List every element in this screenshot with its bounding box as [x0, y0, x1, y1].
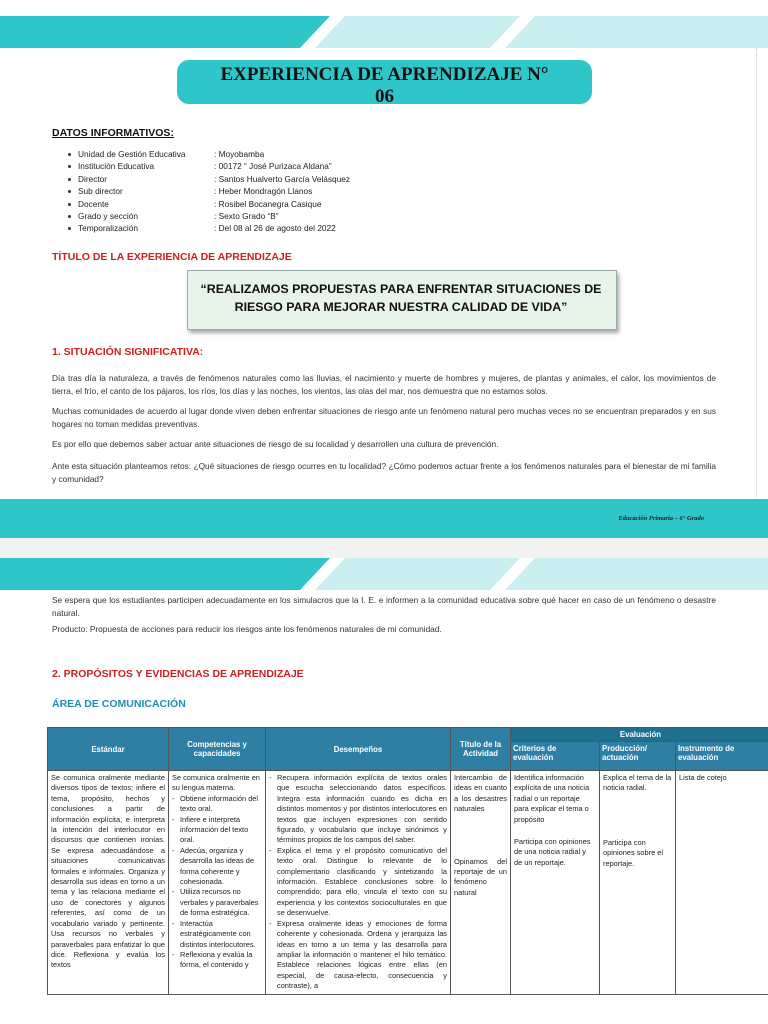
top-decoration	[0, 16, 768, 48]
datos-row: Sub director : Heber Mondragón Llanos	[64, 185, 484, 197]
side-dotted-border	[756, 48, 757, 508]
evidence-table	[47, 727, 768, 995]
list-item: - Utiliza recursos no verbales y paraverbales de forma estratégica.	[172, 887, 262, 918]
paragraph: Es por ello que debemos saber actuar ante situaciones de riesgo de su localidad y desarrollen una cultura de prevención.	[52, 439, 499, 449]
page-gap	[0, 538, 768, 558]
datos-list	[64, 148, 484, 235]
actividad-1: Intercambio de ideas en cuanto a los desastres naturales	[454, 773, 507, 814]
actividad-cell	[451, 771, 511, 995]
header-criterios: Criterios de evaluación	[511, 742, 600, 771]
actividad-2: Opinamos del reportaje de un fenómeno natural	[454, 856, 507, 897]
expectation-paragraph: Se espera que los estudiantes participen adecuadamente en los simulacros que la I. E. e informen a la comunidad educativa sobre qué hacer en caso de un fenómeno o desastre natural.	[52, 595, 716, 618]
list-item: - Infiere e interpreta información del texto oral.	[172, 815, 262, 846]
criterio-1: Identifica información explícita de una noticia radial o un reportaje para explicar el tema o propósito	[514, 773, 590, 824]
list-item: - Expresa oralmente ideas y emociones de forma coherente y cohesionada. Ordena y jerarquiza las ideas en torno a un tema y las desarrolla para ampliar la información o mantener el hilo temático. Establece relaciones lógicas entre ellas (en especial, de causa-efecto, consecuencia y contraste), a	[269, 919, 447, 992]
datos-heading: DATOS INFORMATIVOS:	[52, 127, 174, 139]
datos-row: Docente : Rosibel Bocanegra Casique	[64, 198, 484, 210]
paragraph: Muchas comunidades de acuerdo al lugar donde viven deben enfrentar situaciones de riesgo ante un fenómeno natural pero muchas veces no se encuentran preparados y en sus hogares no toman medidas preventivas.	[52, 406, 716, 429]
competencias-cell	[169, 771, 266, 995]
datos-row: Director : Santos Hualverto García Velásquez	[64, 173, 484, 185]
evidence-table-wrap	[47, 727, 768, 1024]
propositos-heading: 2. PROPÓSITOS Y EVIDENCIAS DE APRENDIZAJE	[52, 668, 304, 680]
list-item: - Recupera información explícita de textos orales que escucha seleccionando datos específicos. Integra esta información cuando es dicha en distintos momentos y por distintos interlocutores en textos que incluyen expresiones con sentido figurado, y vocabulario que incluye sinónimos y términos propios de los campos del saber.	[269, 773, 447, 846]
desempenos-list	[269, 773, 447, 992]
header-titulo: Título de la Actividad	[451, 728, 511, 771]
list-item: - Adecúa, organiza y desarrolla las ideas de forma coherente y cohesionada.	[172, 846, 262, 888]
titulo-heading: TÍTULO DE LA EXPERIENCIA DE APRENDIZAJE	[52, 251, 292, 263]
produccion-2: Participa con opiniones sobre el reportaje.	[603, 837, 663, 868]
header-produccion: Producción/ actuación	[600, 742, 676, 771]
list-item: - Reflexiona y evalúa la forma, el contenido y	[172, 950, 262, 971]
header-evaluacion: Evaluación	[511, 728, 768, 742]
paragraph: Día tras día la naturaleza, a través de fenómenos naturales como las lluvias, el nacimiento y muerte de hombres y mujeres, de plantas y animales, el calor, los movimientos de tierra, el frío, el canto de los pájaros, los ríos, los días y las noches, los vientos, las olas del mar, nos demuestra que no estamos solos.	[52, 373, 716, 396]
produccion-cell	[600, 771, 676, 995]
produccion-1: Explica el tema de la noticia radial.	[603, 773, 672, 793]
header-competencias: Competencias y capacidades	[169, 728, 266, 771]
criterios-cell	[511, 771, 600, 995]
datos-row: Institución Educativa : 00172 “ José Purizaca Aldana”	[64, 160, 484, 172]
experience-title: EXPERIENCIA DE APRENDIZAJE N° 06	[220, 64, 549, 107]
list-item: - Explica el tema y el propósito comunicativo del texto oral. Distingue lo relevante de lo complementario clasificando y sintetizando la información. Establece conclusiones sobre lo comprendido; para ello, vincula el texto con su experiencia y los contextos socioculturales en que se desenvuelve.	[269, 846, 447, 919]
list-item: - Obtiene información del texto oral.	[172, 794, 262, 815]
list-item: - Interactúa estratégicamente con distintos interlocutores.	[172, 919, 262, 950]
titulo-text: “REALIZAMOS PROPUESTAS PARA ENFRENTAR SITUACIONES DE RIESGO PARA MEJORAR NUESTRA CALIDAD DE VIDA”	[200, 282, 602, 314]
footer-text: Educación Primaria – 6° Grado	[618, 515, 704, 522]
datos-row: Grado y sección : Sexto Grado “B”	[64, 210, 484, 222]
header-estandar: Estándar	[48, 728, 169, 771]
desempenos-cell	[266, 771, 451, 995]
competencia-intro: Se comunica oralmente en su lengua materna.	[172, 773, 260, 793]
header-desempenos: Desempeños	[266, 728, 451, 771]
paragraph: Ante esta situación planteamos retos: ¿Qué situaciones de riesgo ocurres en tu localidad? ¿Cómo podemos actuar frente a los fenómenos naturales para el bienestar de mi familia y comunidad?	[52, 461, 716, 484]
page2-top-decoration	[0, 558, 768, 590]
datos-row: Unidad de Gestión Educativa : Moyobamba	[64, 148, 484, 160]
datos-row: Temporalización : Del 08 al 26 de agosto del 2022	[64, 222, 484, 234]
criterio-2: Participa con opiniones de una noticia radial y de un reportaje.	[514, 837, 591, 867]
competencias-list	[172, 794, 262, 971]
product-paragraph: Producto: Propuesta de acciones para reducir los riesgos ante los fenómenos naturales de mi comunidad.	[52, 624, 442, 634]
area-heading: ÁREA DE COMUNICACIÓN	[52, 698, 186, 710]
estandar-cell: Se comunica oralmente mediante diversos tipos de textos; infiere el tema, propósito, hechos y conclusiones a partir de información explícita, e interpreta la intención del interlocutor en discursos que contienen ironías. Se expresa adecuadándose a situaciones comunicativas formales e informales. Organiza y desarrolla sus ideas en torno a un tema y las relaciona mediante el uso de conectores y algunos referentes, así como de un vocabulario variado y pertinente. Usa recursos no verbales y paraverbales para enfatizar lo que dice. Reflexiona y evalúa los textos	[48, 771, 169, 995]
instrumento-cell: Lista de cotejo	[676, 771, 768, 995]
situacion-heading: 1. SITUACIÓN SIGNIFICATIVA:	[52, 346, 204, 358]
header-instrumento: Instrumento de evaluación	[676, 742, 768, 771]
